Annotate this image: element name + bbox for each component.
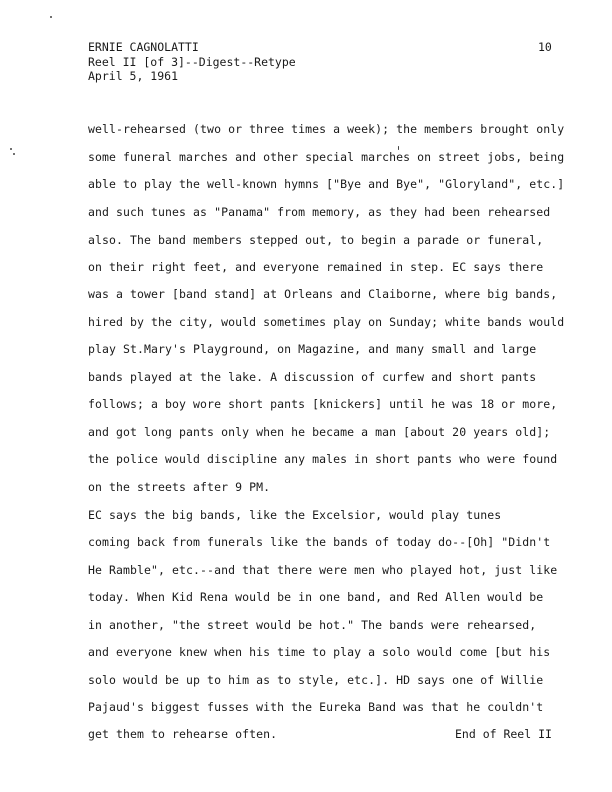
text-line: hired by the city, would sometimes play on Sunday; white bands would [88,315,565,329]
text-line: was a tower [band stand] at Orleans and Claiborne, where big bands, [88,287,558,301]
scan-speck [10,148,12,150]
text-line: and got long pants only when he became a man [about 20 years old]; [88,425,551,439]
text-line: on their right feet, and everyone remained in step. EC says there [88,260,544,274]
scan-speck [50,16,52,18]
text-line: on the streets after 9 PM. [88,480,271,494]
reel-info: Reel II [of 3]--Digest--Retype [88,54,296,69]
text-line: Pajaud's biggest fusses with the Eureka Band was that he couldn't [88,700,544,714]
interview-date: April 5, 1961 [88,69,179,83]
text-line: and everyone knew when his time to play a solo would come [but his [88,645,551,659]
text-line: and such tunes as "Panama" from memory, as they had been rehearsed [88,205,551,219]
text-line: play St.Mary's Playground, on Magazine, and many small and large [88,342,537,356]
text-line: EC says the big bands, like the Excelsior, would play tunes [88,508,502,522]
text-line: well-rehearsed (two or three times a week); the members brought only [88,122,565,136]
text-line: some funeral marches and other special marches on street jobs, being [88,150,565,164]
text-line: today. When Kid Rena would be in one band, and Red Allen would be [88,590,544,604]
page-number: 10 [538,40,552,54]
document-header [88,40,296,84]
text-line: follows; a boy wore short pants [knickers] until he was 18 or more, [88,397,558,411]
text-line: able to play the well-known hymns ["Bye and Bye", "Gloryland", etc.] [88,177,565,191]
text-line: bands played at the lake. A discussion of curfew and short pants [88,370,537,384]
interviewee-name: ERNIE CAGNOLATTI [88,40,199,54]
text-line: also. The band members stepped out, to begin a parade or funeral, [88,233,544,247]
text-line: He Ramble", etc.--and that there were men who played hot, just like [88,563,558,577]
end-of-reel-label: End of Reel II [455,727,552,741]
text-line: solo would be up to him as to style, etc.]. HD says one of Willie [88,673,544,687]
text-line: get them to rehearse often. [88,727,278,741]
text-line: in another, "the street would be hot." The bands were rehearsed, [88,618,537,632]
scan-speck [13,153,15,155]
text-line: the police would discipline any males in short pants who were found [88,452,558,466]
text-line: coming back from funerals like the bands of today do--[Oh] "Didn't [88,535,551,549]
